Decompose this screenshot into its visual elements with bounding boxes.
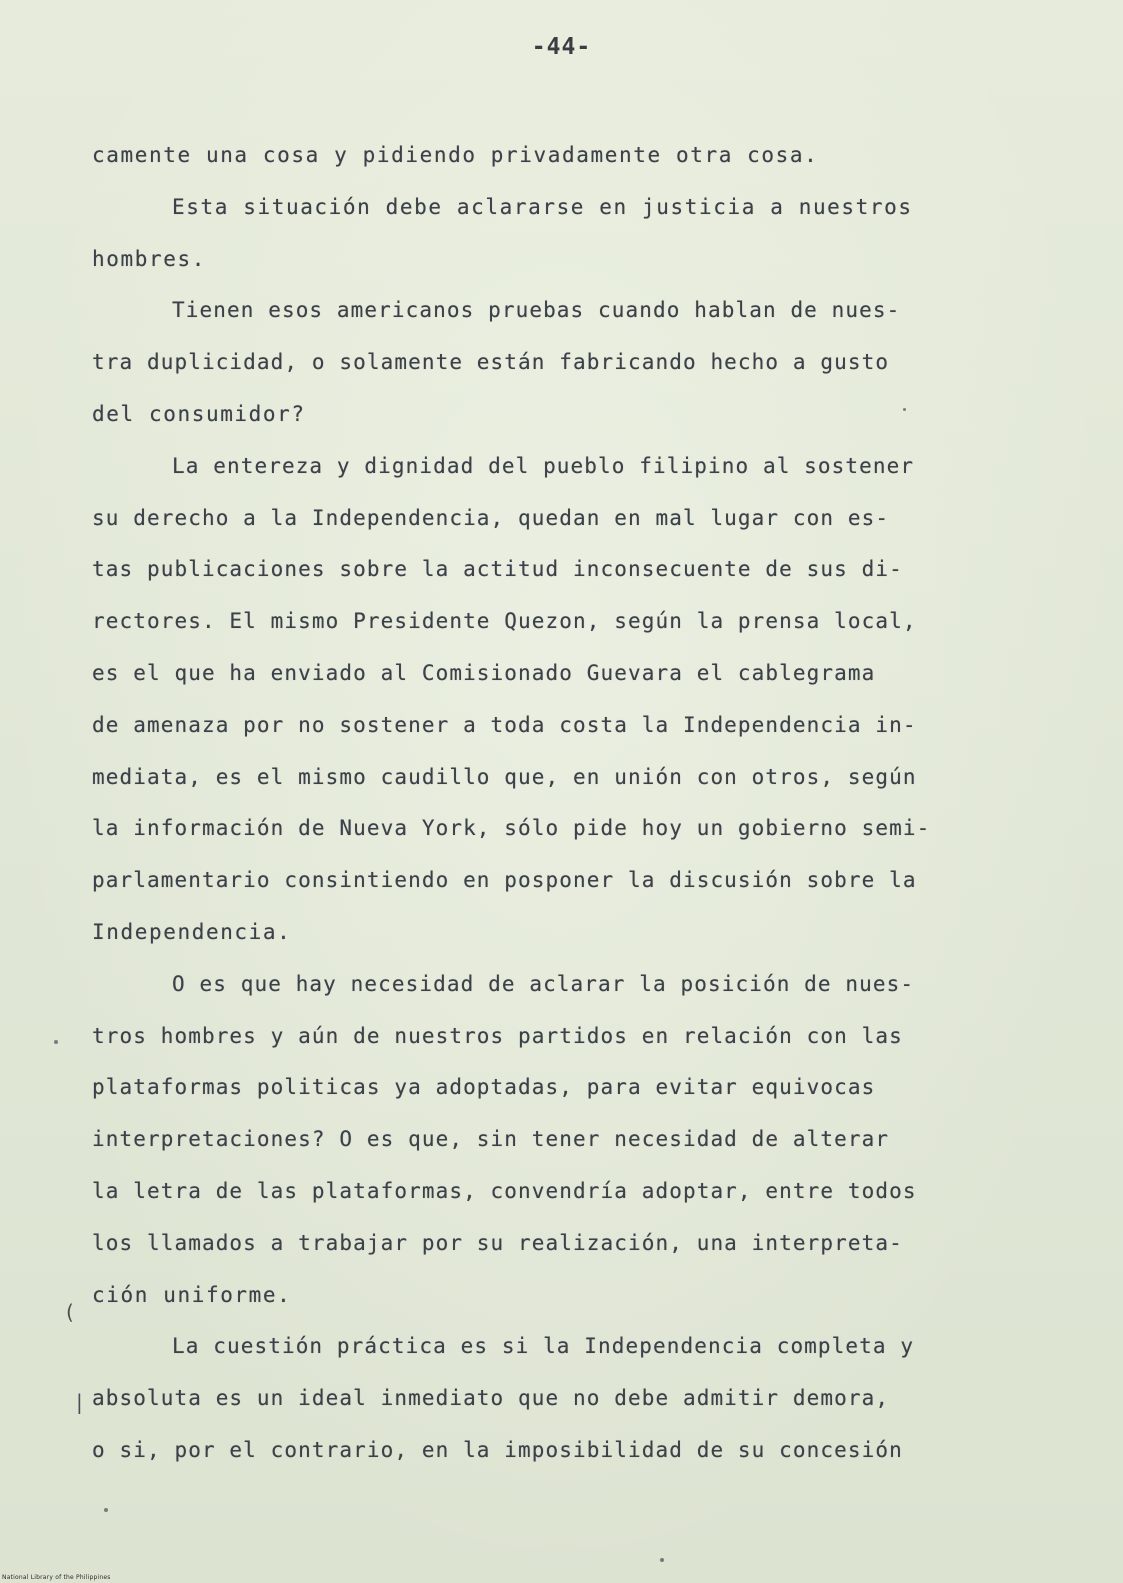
- ink-speck: [104, 1508, 108, 1512]
- text-line: tros hombres y aún de nuestros partidos en relación con las: [92, 1023, 903, 1048]
- text-line: Independencia.: [92, 919, 292, 944]
- text-line: La entereza y dignidad del pueblo filipino al sostener: [172, 453, 915, 478]
- page-number: -44-: [531, 34, 592, 60]
- text-line: ción uniforme.: [92, 1282, 292, 1307]
- text-line: del consumidor?: [92, 401, 306, 426]
- text-line: su derecho a la Independencia, quedan en mal lugar con es-: [92, 505, 890, 530]
- text-line: los llamados a trabajar por su realización, una interpreta-: [92, 1230, 903, 1255]
- typewritten-body: [92, 130, 1052, 1477]
- text-line: plataformas politicas ya adoptadas, para evitar equivocas: [92, 1075, 876, 1100]
- text-line: la letra de las plataformas, convendría adoptar, entre todos: [92, 1178, 917, 1203]
- ink-speck: [903, 408, 906, 411]
- margin-pencil-mark: |: [76, 1390, 83, 1414]
- text-line: o si, por el contrario, en la imposibilidad de su concesión: [92, 1437, 903, 1462]
- text-line: hombres.: [92, 246, 206, 271]
- ink-speck: [660, 1558, 664, 1562]
- text-line: es el que ha enviado al Comisionado Guevara el cablegrama: [92, 660, 876, 685]
- text-line: parlamentario consintiendo en posponer la discusión sobre la: [92, 868, 917, 893]
- text-line: de amenaza por no sostener a toda costa la Independencia in-: [92, 712, 917, 737]
- text-line: tas publicaciones sobre la actitud inconsecuente de sus di-: [92, 557, 903, 582]
- text-line: interpretaciones? O es que, sin tener necesidad de alterar: [92, 1127, 890, 1152]
- text-line: Tienen esos americanos pruebas cuando hablan de nues-: [172, 298, 901, 323]
- text-line: absoluta es un ideal inmediato que no debe admitir demora,: [92, 1386, 890, 1411]
- text-line: camente una cosa y pidiendo privadamente otra cosa.: [92, 143, 819, 167]
- text-line: rectores. El mismo Presidente Quezon, según la prensa local,: [92, 609, 917, 634]
- margin-pencil-mark: (: [66, 1300, 74, 1324]
- library-credit: National Library of the Philippines: [2, 1574, 111, 1581]
- text-line: tra duplicidad, o solamente están fabricando hecho a gusto: [92, 350, 890, 375]
- text-line: la información de Nueva York, sólo pide hoy un gobierno semi-: [92, 816, 931, 841]
- ink-speck: [54, 1040, 58, 1044]
- text-line: La cuestión práctica es si la Independencia completa y: [172, 1334, 915, 1359]
- text-line: O es que hay necesidad de aclarar la posición de nues-: [172, 971, 915, 996]
- text-line: mediata, es el mismo caudillo que, en unión con otros, según: [92, 764, 917, 789]
- text-line: Esta situación debe aclararse en justicia a nuestros: [172, 194, 913, 219]
